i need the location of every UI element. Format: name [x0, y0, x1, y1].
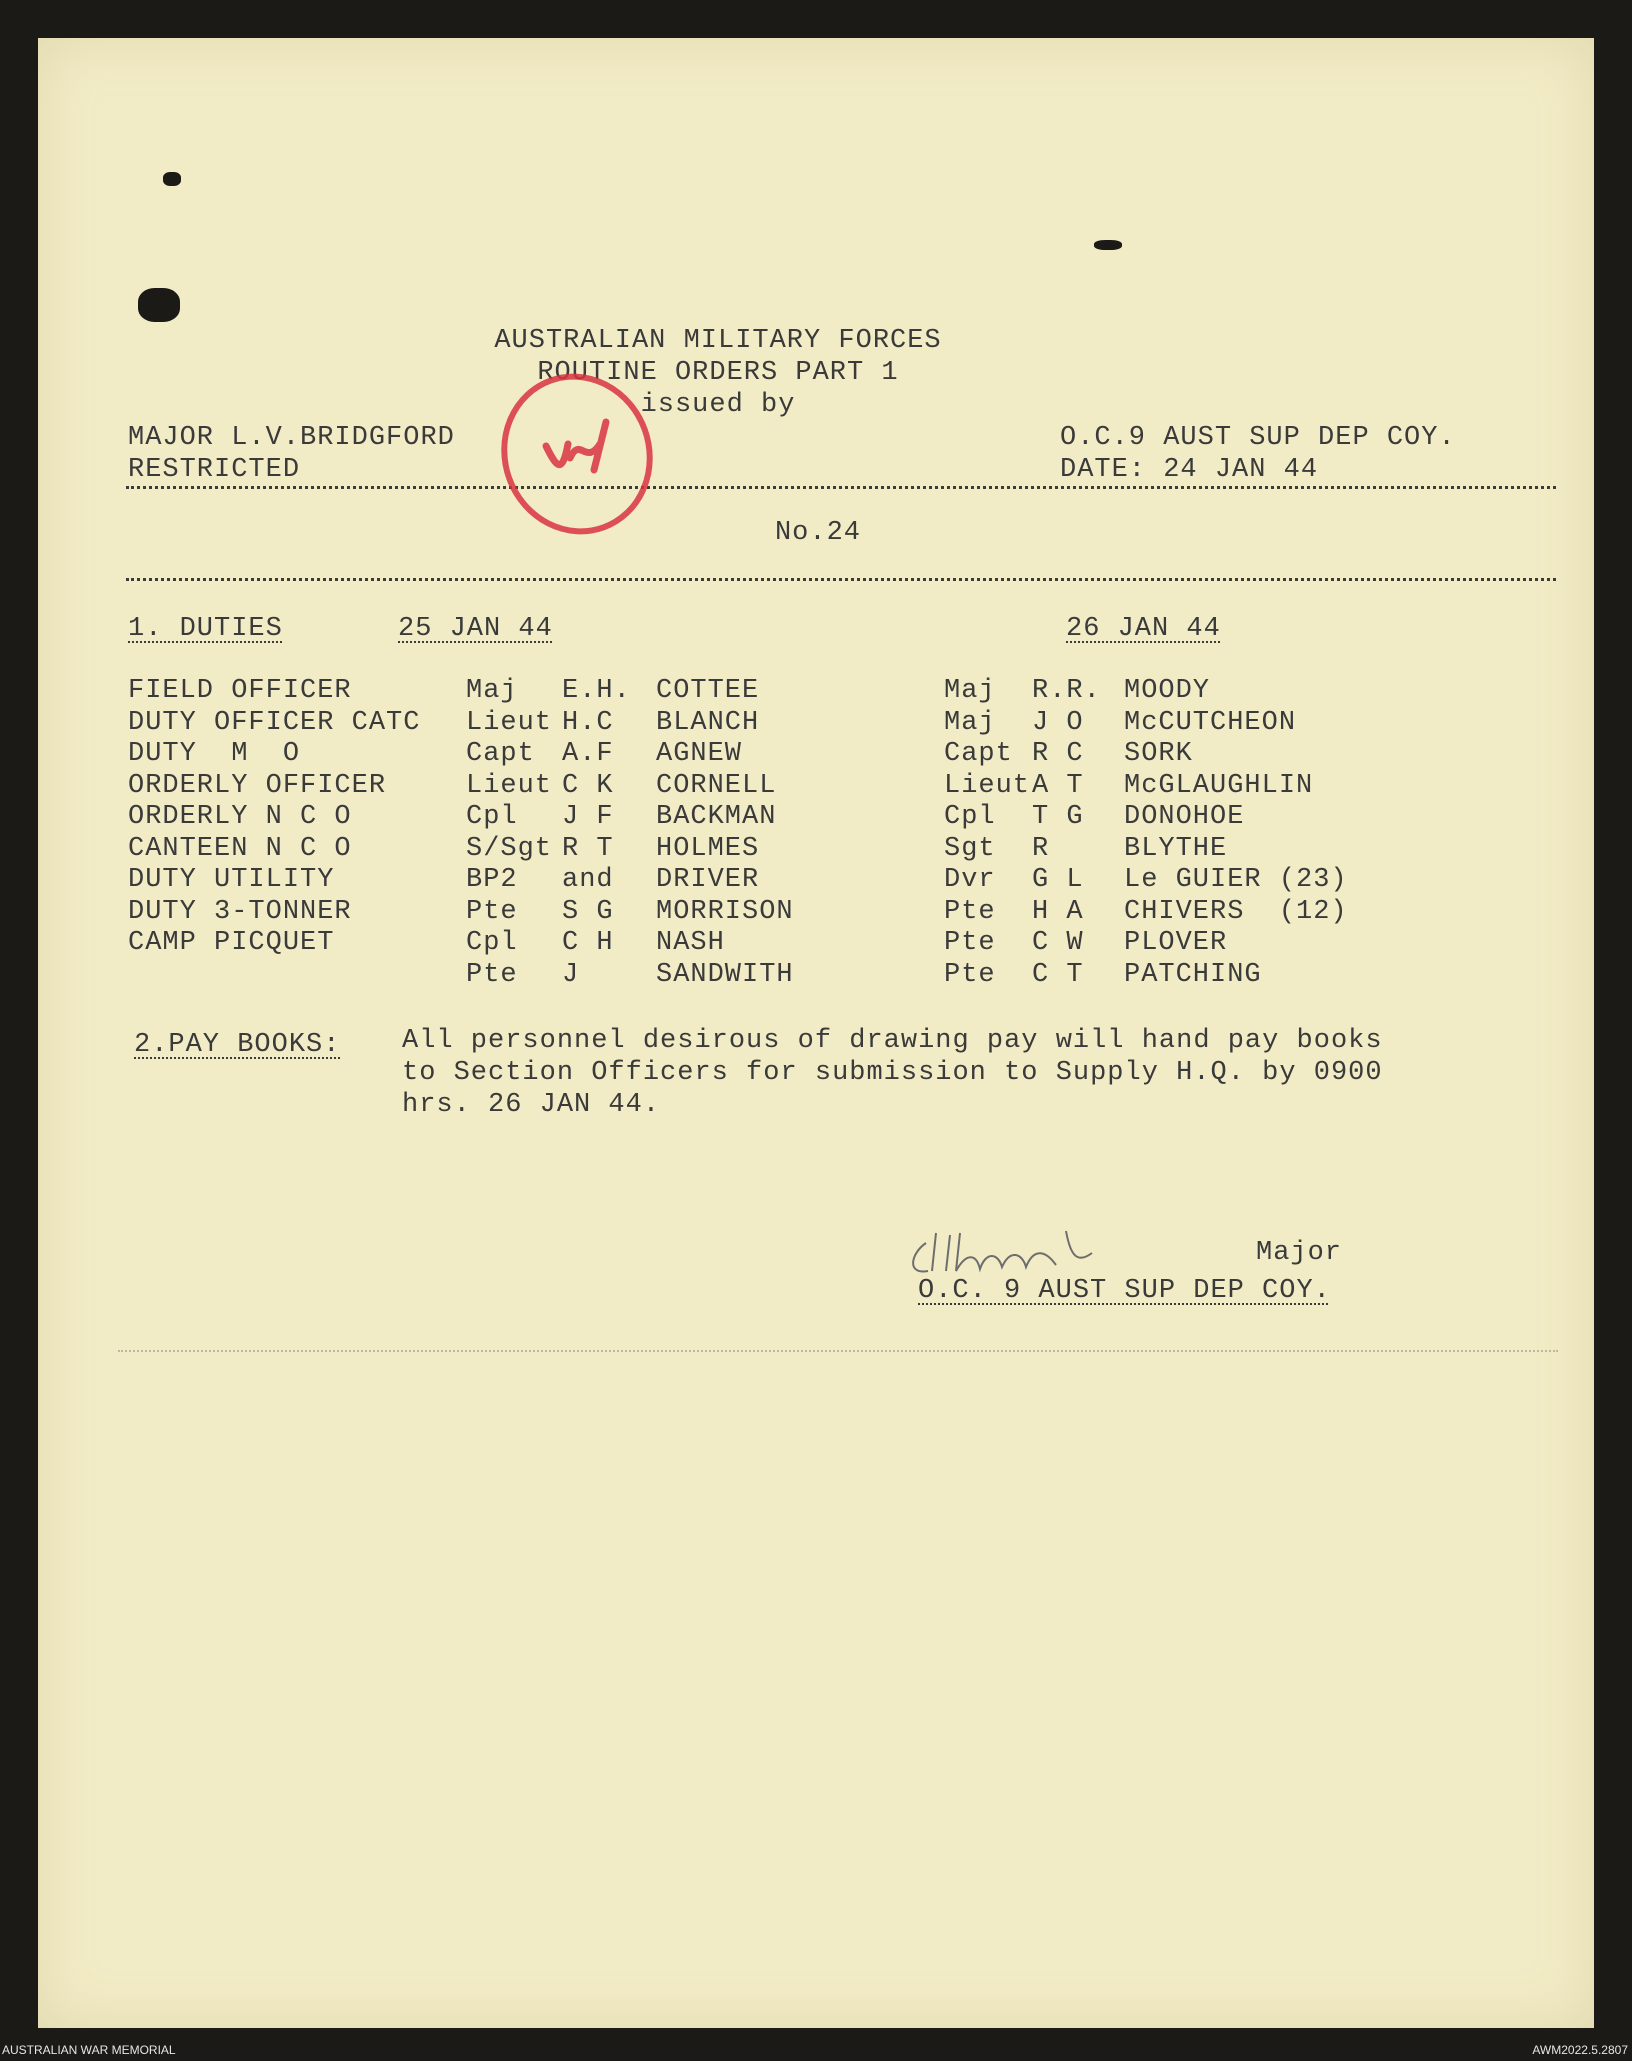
- duty-rank-a-3: Capt: [466, 739, 535, 769]
- duties-date-b: 26 JAN 44: [1066, 614, 1221, 644]
- duty-rank-b-2: Maj: [944, 707, 996, 738]
- footer-accession: AWM2022.5.2807: [1532, 2043, 1628, 2057]
- duty-rank-a-5: Cpl: [466, 802, 518, 832]
- duty-rank-a-10: Pte: [466, 959, 518, 990]
- duty-name-b-9: PLOVER: [1124, 928, 1228, 958]
- duty-init-b-5: T G: [1032, 802, 1084, 832]
- order-number: No.24: [774, 518, 861, 548]
- footer-collection: AUSTRALIAN WAR MEMORIAL: [2, 2043, 176, 2057]
- duty-rank-b-1: Maj: [944, 676, 996, 706]
- duty-name-a-4: CORNELL: [656, 770, 777, 801]
- duty-role-2: DUTY OFFICER CATC: [128, 707, 421, 738]
- header-divider: [126, 486, 1556, 489]
- duty-rank-a-2: Lieut: [466, 707, 553, 738]
- duty-name-a-5: BACKMAN: [656, 802, 777, 832]
- duty-name-a-9: NASH: [656, 928, 725, 958]
- duty-init-b-6: R: [1032, 833, 1050, 864]
- pay-books-line-1: All personnel desirous of drawing pay will hand pay books: [402, 1026, 1383, 1056]
- duty-init-a-8: S G: [562, 896, 614, 927]
- duty-name-b-7: Le GUIER (23): [1124, 865, 1348, 895]
- duty-init-a-5: J F: [562, 802, 614, 832]
- duties-date-a: 25 JAN 44: [398, 614, 553, 644]
- duty-name-b-10: PATCHING: [1124, 959, 1262, 990]
- handwritten-signature: [906, 1213, 1096, 1283]
- punch-hole-top: [163, 172, 181, 186]
- duty-name-a-3: AGNEW: [656, 739, 743, 769]
- duty-rank-b-5: Cpl: [944, 802, 996, 832]
- duty-name-b-3: SORK: [1124, 739, 1193, 769]
- duty-name-b-5: DONOHOE: [1124, 802, 1245, 832]
- duties-heading: 1. DUTIES: [128, 614, 283, 644]
- red-stamp: [496, 366, 658, 536]
- pay-books-heading: 2.PAY BOOKS:: [134, 1030, 341, 1060]
- punch-hole-right: [1094, 240, 1122, 250]
- duty-role-9: CAMP PICQUET: [128, 928, 335, 958]
- issuer-name: MAJOR L.V.BRIDGFORD: [128, 423, 455, 453]
- duty-init-b-3: R C: [1032, 739, 1084, 769]
- pay-books-line-2: to Section Officers for submission to Supply H.Q. by 0900: [402, 1058, 1383, 1088]
- duty-init-b-1: R.R.: [1032, 676, 1101, 706]
- unit-name: O.C.9 AUST SUP DEP COY.: [1060, 423, 1456, 453]
- duty-rank-b-7: Dvr: [944, 865, 996, 895]
- duty-rank-b-8: Pte: [944, 896, 996, 927]
- duty-rank-b-4: Lieut: [944, 770, 1031, 801]
- duty-init-b-8: H A: [1032, 896, 1084, 927]
- duty-init-b-7: G L: [1032, 865, 1084, 895]
- duty-role-7: DUTY UTILITY: [128, 865, 335, 895]
- duty-role-6: CANTEEN N C O: [128, 833, 352, 864]
- duty-role-4: ORDERLY OFFICER: [128, 770, 387, 801]
- duty-init-b-4: A T: [1032, 770, 1084, 801]
- header-line-3: issued by: [640, 390, 796, 420]
- signature-rank: Major: [1256, 1238, 1343, 1268]
- duty-init-b-9: C W: [1032, 928, 1084, 958]
- duty-rank-a-8: Pte: [466, 896, 518, 927]
- duty-name-a-10: SANDWITH: [656, 959, 794, 990]
- punch-hole-middle: [138, 288, 180, 322]
- duty-init-a-1: E.H.: [562, 676, 631, 706]
- header-line-2: ROUTINE ORDERS PART 1: [537, 358, 899, 388]
- order-divider: [126, 578, 1556, 581]
- duty-role-8: DUTY 3-TONNER: [128, 896, 352, 927]
- duty-init-b-2: J O: [1032, 707, 1084, 738]
- duty-rank-a-7: BP2: [466, 865, 518, 895]
- duty-rank-a-4: Lieut: [466, 770, 553, 801]
- duty-init-a-4: C K: [562, 770, 614, 801]
- duty-init-b-10: C T: [1032, 959, 1084, 990]
- duty-role-1: FIELD OFFICER: [128, 676, 352, 706]
- duty-rank-a-6: S/Sgt: [466, 833, 553, 864]
- duty-init-a-9: C H: [562, 928, 614, 958]
- duty-name-a-7: DRIVER: [656, 865, 760, 895]
- duty-name-a-6: HOLMES: [656, 833, 760, 864]
- header-line-1: AUSTRALIAN MILITARY FORCES: [494, 326, 942, 356]
- duty-name-a-1: COTTEE: [656, 676, 760, 706]
- duty-init-a-7: and: [562, 865, 614, 895]
- duty-rank-b-10: Pte: [944, 959, 996, 990]
- duty-init-a-6: R T: [562, 833, 614, 864]
- duty-name-b-2: McCUTCHEON: [1124, 707, 1297, 738]
- duty-role-5: ORDERLY N C O: [128, 802, 352, 832]
- document-page: [38, 38, 1594, 2028]
- faint-print-line: [118, 1350, 1558, 1352]
- duty-name-b-4: McGLAUGHLIN: [1124, 770, 1314, 801]
- duty-rank-b-9: Pte: [944, 928, 996, 958]
- pay-books-line-3: hrs. 26 JAN 44.: [402, 1090, 661, 1120]
- classification: RESTRICTED: [128, 455, 301, 485]
- duty-name-a-8: MORRISON: [656, 896, 794, 927]
- issue-date: DATE: 24 JAN 44: [1060, 455, 1319, 485]
- duty-rank-a-9: Cpl: [466, 928, 518, 958]
- duty-init-a-10: J: [562, 959, 580, 990]
- duty-rank-b-3: Capt: [944, 739, 1013, 769]
- duty-name-b-1: MOODY: [1124, 676, 1211, 706]
- duty-rank-b-6: Sgt: [944, 833, 996, 864]
- signature-title: O.C. 9 AUST SUP DEP COY.: [918, 1276, 1331, 1306]
- duty-name-a-2: BLANCH: [656, 707, 760, 738]
- duty-rank-a-1: Maj: [466, 676, 518, 706]
- duty-init-a-3: A.F: [562, 739, 614, 769]
- duty-name-b-6: BLYTHE: [1124, 833, 1228, 864]
- duty-role-3: DUTY M O: [128, 739, 301, 769]
- duty-init-a-2: H.C: [562, 707, 614, 738]
- duty-name-b-8: CHIVERS (12): [1124, 896, 1348, 927]
